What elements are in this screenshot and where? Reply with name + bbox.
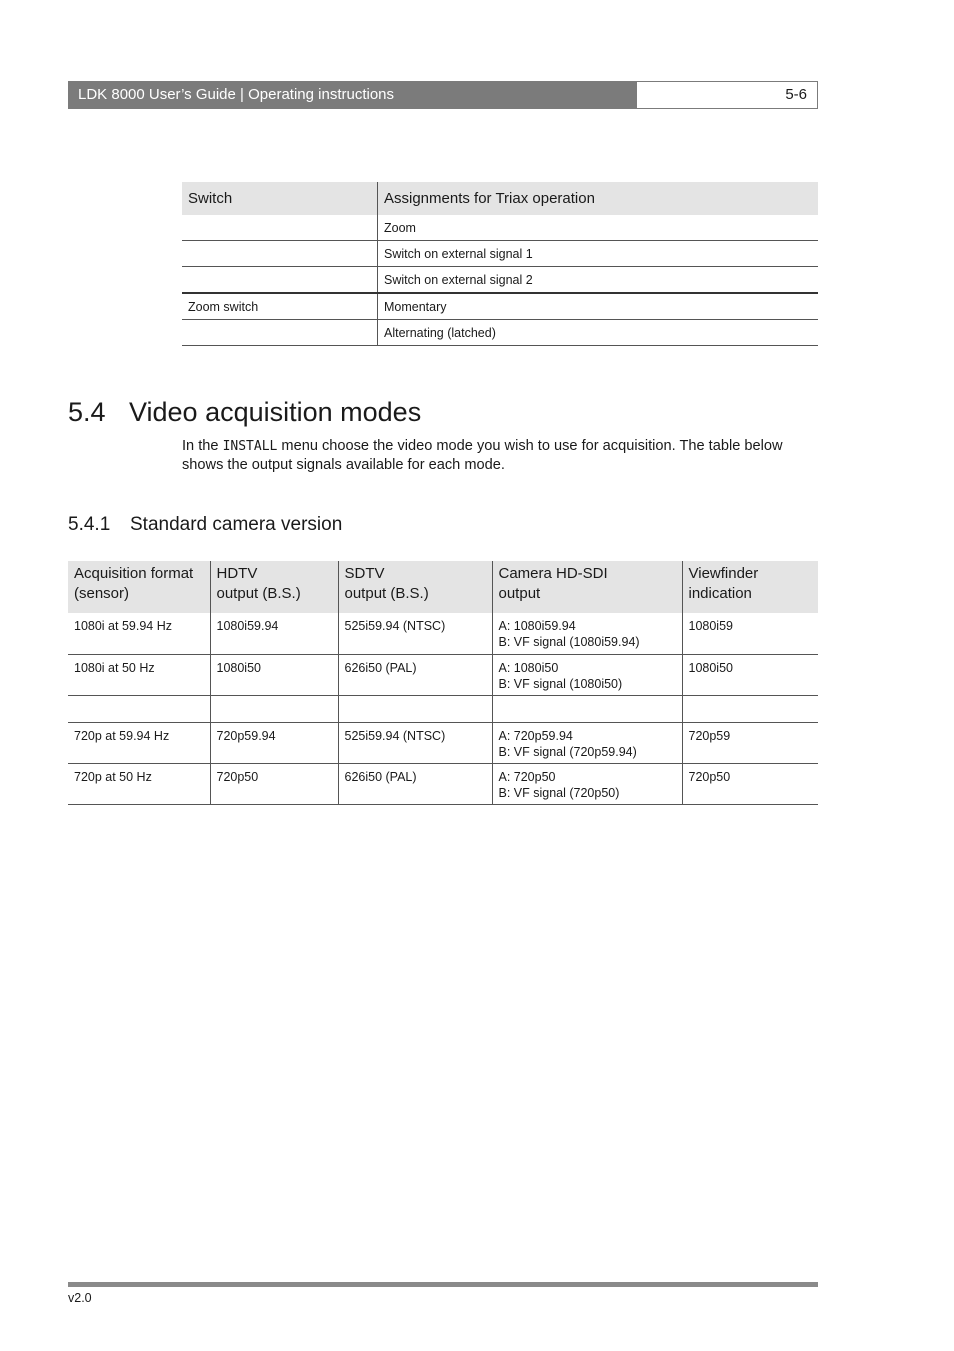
table-cell	[182, 241, 378, 267]
menu-name: INSTALL	[222, 439, 278, 454]
table-cell: 720p at 50 Hz	[68, 763, 210, 804]
table-row	[182, 320, 818, 346]
table-cell	[492, 695, 682, 722]
output-b: B: VF signal (1080i50)	[498, 676, 623, 691]
table-cell	[210, 695, 338, 722]
table-cell: Switch on external signal 1	[378, 241, 819, 267]
table-cell: Alternating (latched)	[378, 320, 819, 346]
table-cell: 1080i59.94	[210, 613, 338, 654]
table-cell: 1080i at 59.94 Hz	[68, 613, 210, 654]
table-cell: 525i59.94 (NTSC)	[338, 613, 492, 654]
section-number: 5.4	[68, 397, 106, 427]
column-header	[210, 561, 338, 613]
table-cell: 626i50 (PAL)	[338, 654, 492, 695]
header-line: output	[498, 585, 541, 602]
column-header: Switch	[182, 182, 378, 215]
table-cell: 720p50	[682, 763, 818, 804]
document-title: LDK 8000 User’s Guide | Operating instructions	[68, 81, 636, 109]
table-cell: 720p50	[210, 763, 338, 804]
header-line: output (B.S.)	[216, 585, 301, 602]
table-cell: Switch on external signal 2	[378, 267, 819, 294]
header-line: output (B.S.)	[344, 585, 429, 602]
subsection-title: Standard camera version	[130, 514, 343, 535]
output-a: A: 1080i59.94	[498, 619, 576, 633]
header-line: SDTV	[344, 565, 385, 582]
table-row	[68, 763, 818, 804]
section-intro	[182, 437, 822, 475]
switch-assignment-table	[182, 182, 818, 346]
table-cell: 1080i59	[682, 613, 818, 654]
table-cell	[338, 695, 492, 722]
table-cell: Momentary	[378, 293, 819, 320]
table-cell	[492, 763, 682, 804]
table-cell: 720p at 59.94 Hz	[68, 722, 210, 763]
section-heading	[68, 397, 421, 428]
table-header-row	[68, 561, 818, 613]
column-header	[492, 561, 682, 613]
output-a: A: 1080i50	[498, 660, 559, 675]
acquisition-modes-table	[68, 561, 818, 805]
output-a: A: 720p59.94	[498, 728, 573, 743]
column-header	[68, 561, 210, 613]
table-cell	[182, 320, 378, 346]
table-cell: Zoom	[378, 215, 819, 241]
table-cell: 720p59.94	[210, 722, 338, 763]
table-row	[182, 293, 818, 320]
document-version: v2.0	[68, 1291, 92, 1305]
header-line: indication	[688, 585, 752, 602]
table-cell: 626i50 (PAL)	[338, 763, 492, 804]
header-line: Acquisition format	[74, 565, 194, 582]
table-cell	[182, 215, 378, 241]
section-title: Video acquisition modes	[129, 397, 422, 427]
table-row	[68, 654, 818, 695]
output-b: B: VF signal (720p50)	[498, 785, 620, 800]
table-cell	[492, 613, 682, 654]
table-cell: 1080i50	[210, 654, 338, 695]
table-cell	[492, 654, 682, 695]
page-header	[68, 81, 818, 109]
table-cell	[682, 695, 818, 722]
header-line: HDTV	[216, 565, 258, 582]
subsection-number: 5.4.1	[68, 514, 111, 535]
output-b: B: VF signal (720p59.94)	[498, 744, 637, 759]
table-cell: Zoom switch	[182, 293, 378, 320]
page-number: 5-6	[636, 81, 818, 109]
intro-text: In the	[182, 438, 223, 454]
table-row	[182, 267, 818, 294]
table-cell: 525i59.94 (NTSC)	[338, 722, 492, 763]
footer-divider	[68, 1282, 818, 1287]
table-cell: 720p59	[682, 722, 818, 763]
column-header: Assignments for Triax operation	[378, 182, 819, 215]
column-header	[682, 561, 818, 613]
table-row	[68, 695, 818, 722]
table-row	[182, 215, 818, 241]
header-line: Camera HD-SDI	[498, 565, 608, 582]
table-cell: 1080i at 50 Hz	[68, 654, 210, 695]
table-row	[68, 613, 818, 654]
table-row	[182, 241, 818, 267]
intro-text: menu choose the video mode you wish to use for acquisition. The table below shows the output signals available for each mode.	[182, 438, 783, 473]
output-a: A: 720p50	[498, 769, 556, 784]
header-line: Viewfinder	[688, 565, 759, 582]
header-line: (sensor)	[74, 585, 130, 602]
subsection-heading	[68, 514, 342, 536]
table-cell	[68, 695, 210, 722]
table-cell	[492, 722, 682, 763]
table-header-row	[182, 182, 818, 215]
table-row	[68, 722, 818, 763]
output-b: B: VF signal (1080i59.94)	[498, 635, 640, 649]
table-cell	[182, 267, 378, 294]
table-cell: 1080i50	[682, 654, 818, 695]
column-header	[338, 561, 492, 613]
